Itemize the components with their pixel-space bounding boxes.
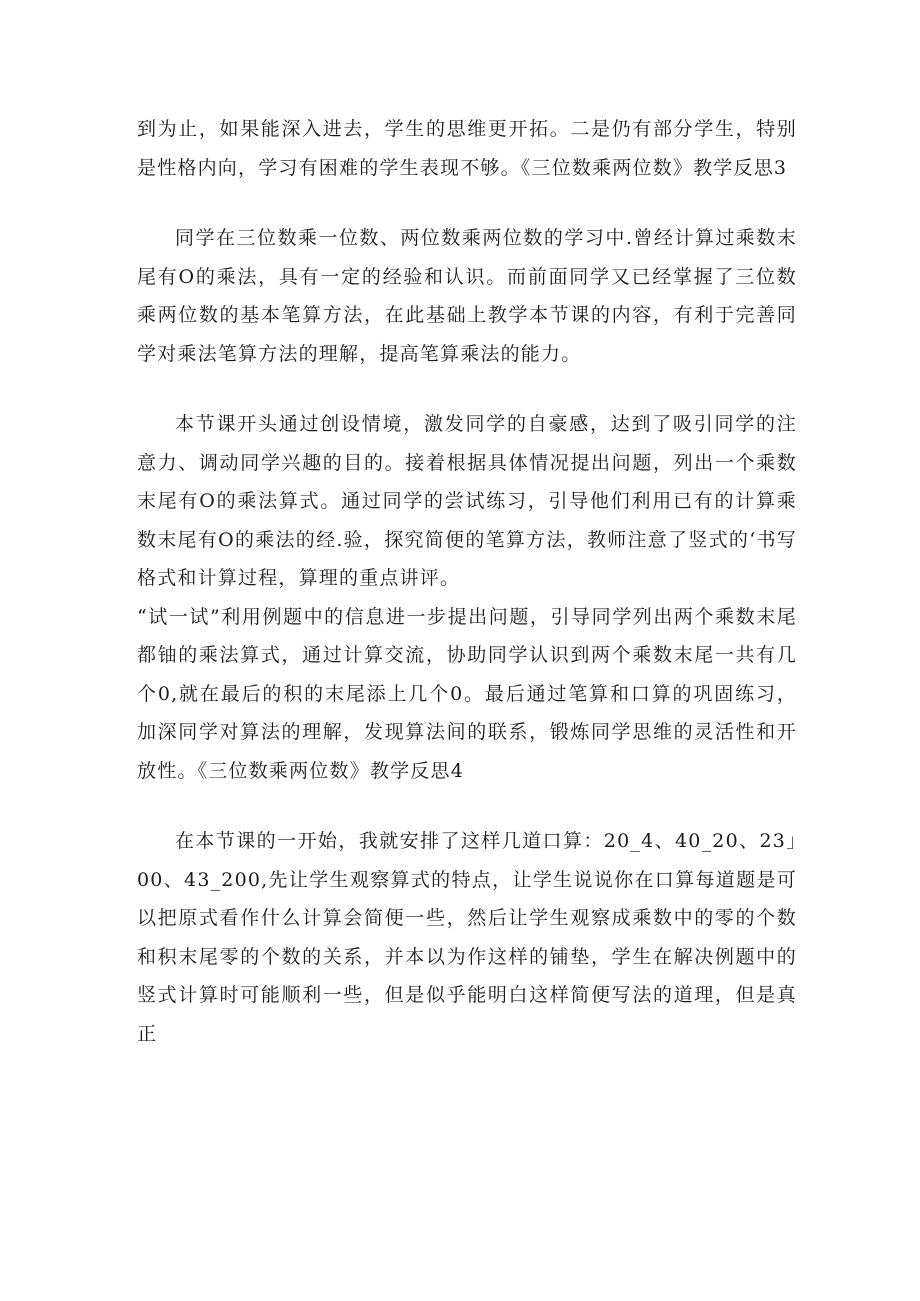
- paragraph-4: “试一试”利用例题中的信息进一步提出问题，引导同学列出两个乘数末尾都铀的乘法算式，通过计算交流，协助同学认识到两个乘数末尾一共有几个0,就在最后的积的末尾添上几个0。最后通过笔算和口算的巩固练习，加深同学对算法的理解，发现算法间的联系，锻炼同学思维的灵活性和开放性。《三位数乘两位数》教学反思4: [137, 605, 797, 782]
- document-body: [137, 110, 797, 1053]
- paragraph-5: 在本节课的一开始，我就安排了这样几道口算：20_4、40_20、23」00、43_200,先让学生观察算式的特点，让学生说说你在口算每道题是可以把原式看作什么计算会简便一些，然后让学生观察成乘数中的零的个数和积末尾零的个数的关系，并本以为作这样的铺垫，学生在解决例题中的竖式计算时可能顺利一些，但是似乎能明白这样简便写法的道理，但是真正: [137, 830, 797, 1045]
- paragraph-2: 同学在三位数乘一位数、两位数乘两位数的学习中.曾经计算过乘数末尾有O的乘法，具有一定的经验和认识。而前面同学又已经掌握了三位数乘两位数的基本笔算方法，在此基础上教学本节课的内容，有利于完善同学对乘法笔算方法的理解，提高笔算乘法的能力。: [137, 227, 797, 365]
- paragraph-3: 本节课开头通过创设情境，激发同学的自豪感，达到了吸引同学的注意力、调动同学兴趣的目的。接着根据具体情况提出问题，列出一个乘数末尾有O的乘法算式。通过同学的尝试练习，引导他们利用已有的计算乘数末尾有O的乘法的经.验，探究简便的笔算方法，教师注意了竖式的‘书写格式和计算过程，算理的重点讲评。: [137, 413, 797, 589]
- paragraph-1: 到为止，如果能深入进去，学生的思维更开拓。二是仍有部分学生，特别是性格内向，学习有困难的学生表现不够。《三位数乘两位数》教学反思3: [137, 118, 797, 179]
